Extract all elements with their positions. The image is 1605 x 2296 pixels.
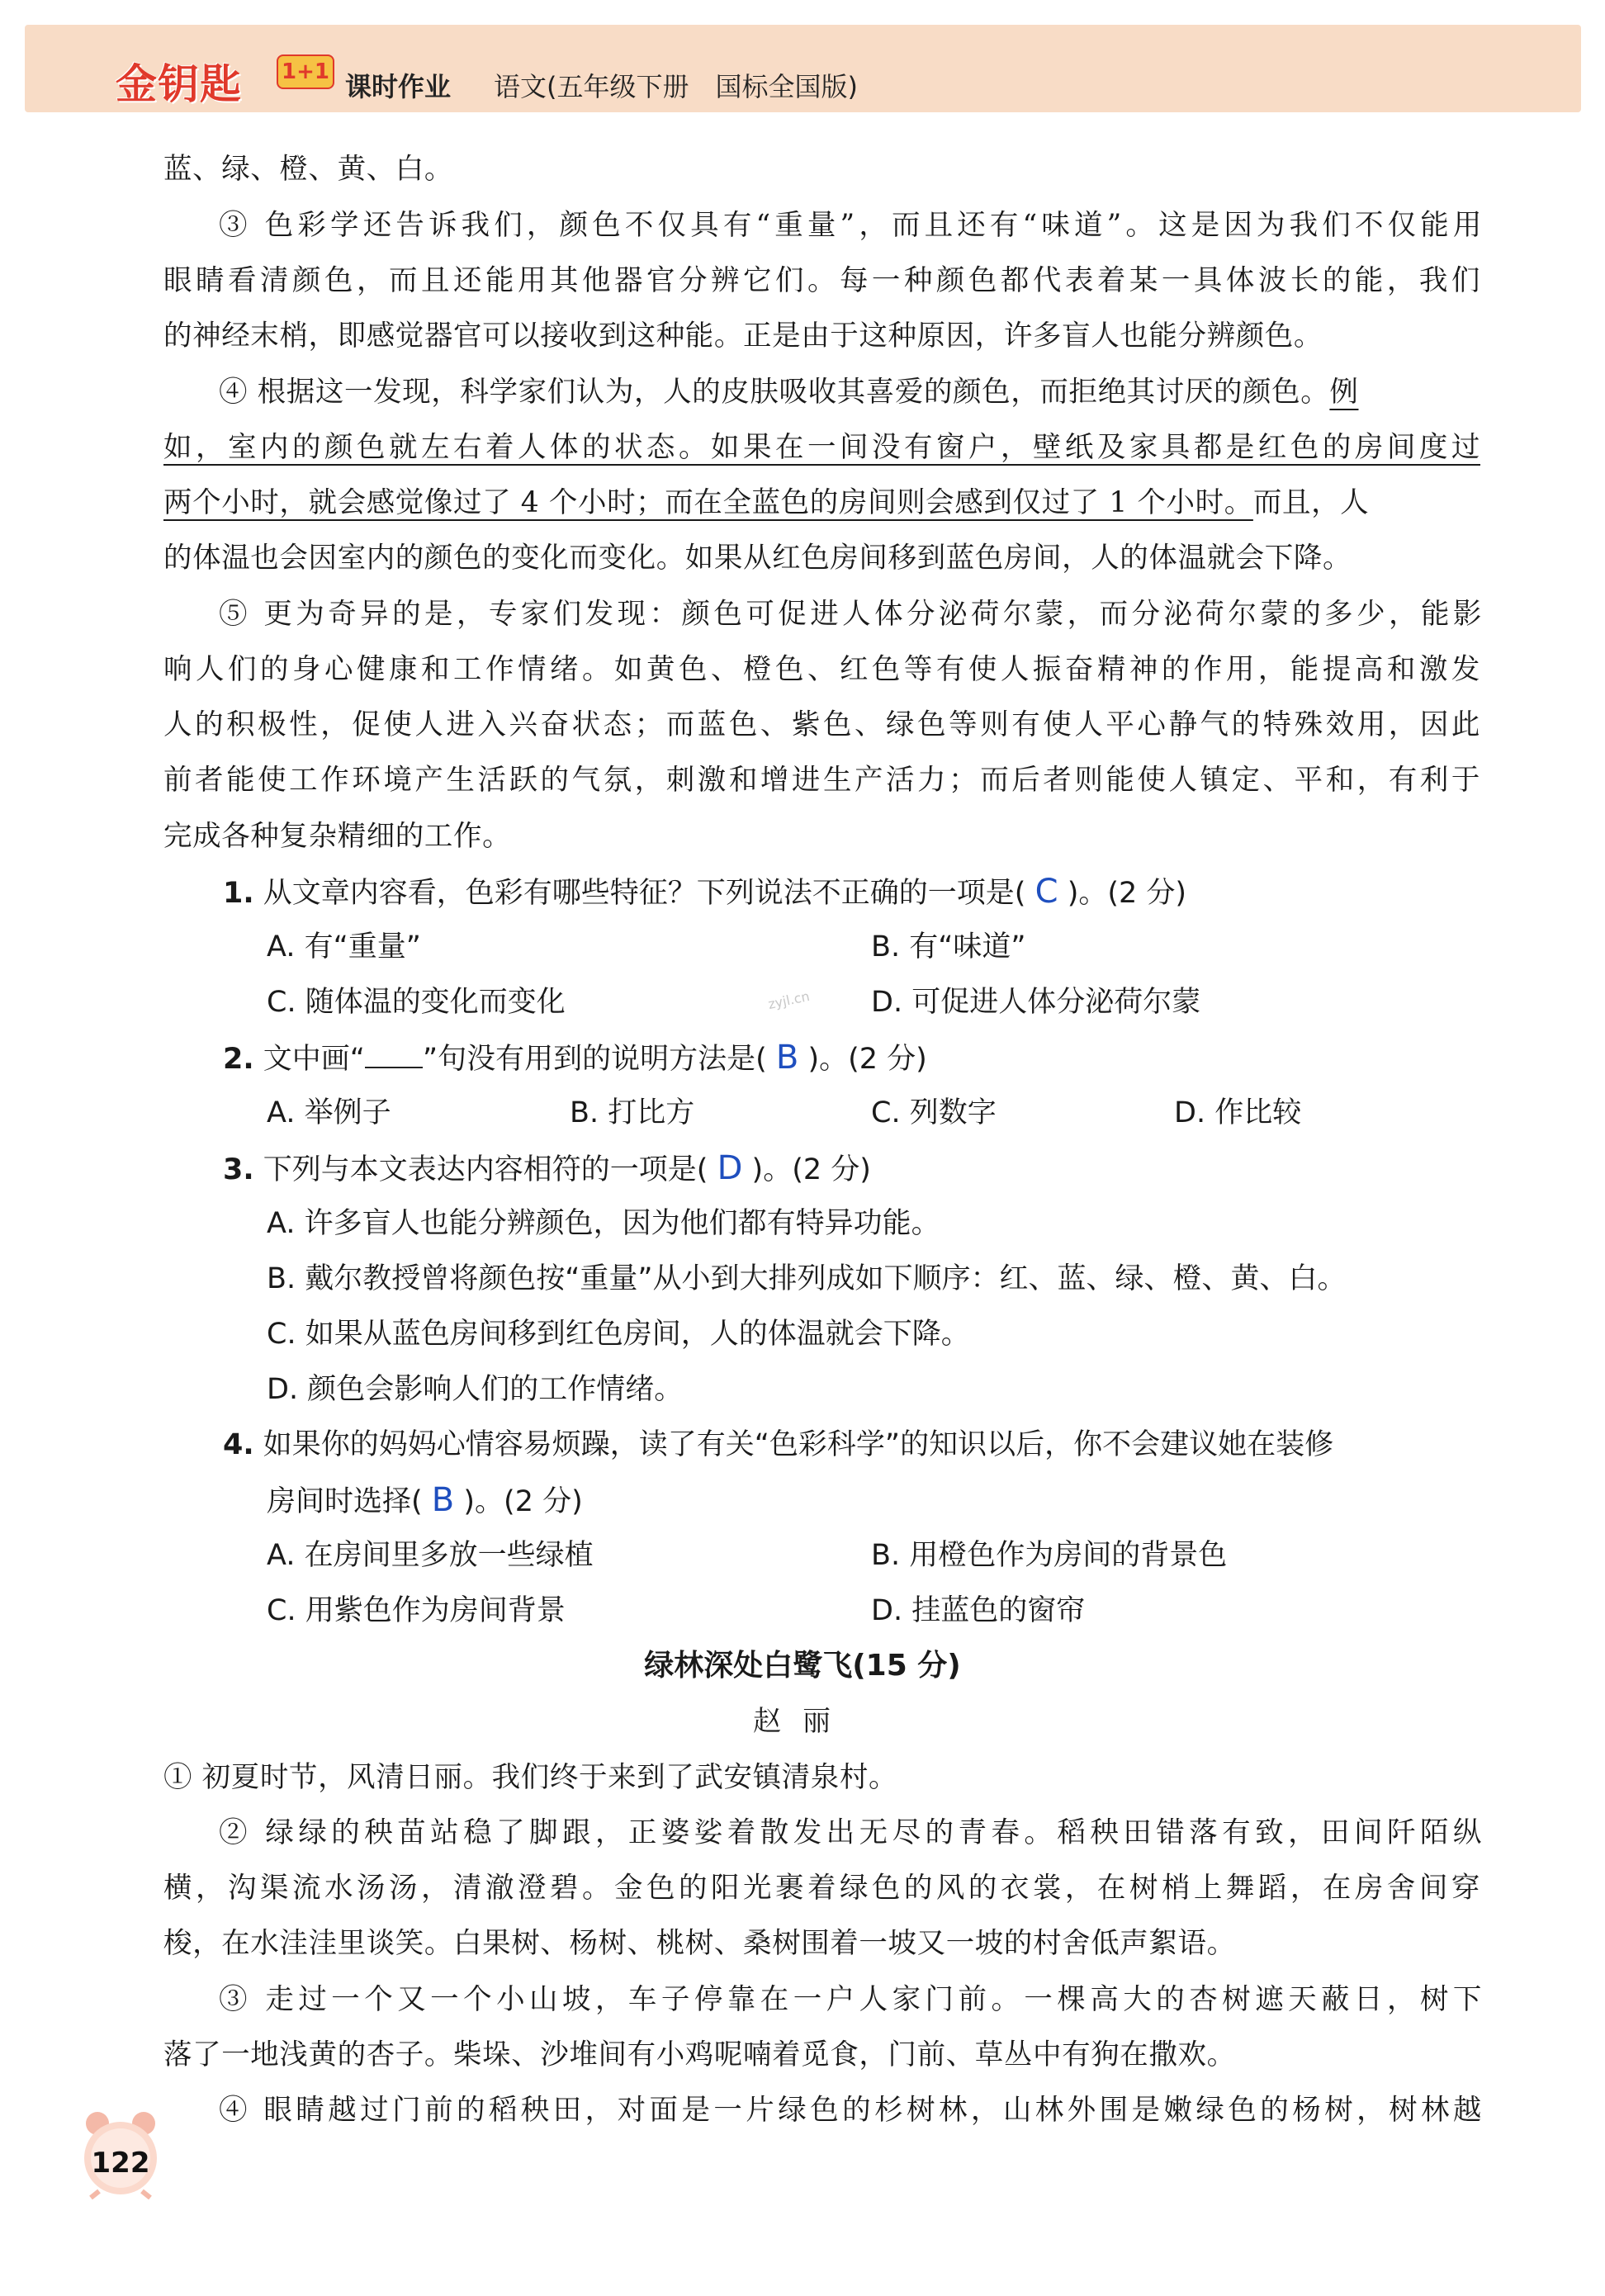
option-c: C. 随体温的变化而变化: [267, 986, 566, 1019]
paragraph-3: ③ 色彩学还告诉我们，颜色不仅具有“重量”，而且还有“味道”。这是因为我们不仅能用: [219, 209, 1482, 242]
passage-line: 前者能使工作环境产生活跃的气氛，刺激和增进生产活力；而后者则能使人镇定、平和，有利于: [163, 764, 1480, 797]
option-a: A. 许多盲人也能分辨颜色，因为他们都有特异功能。: [267, 1207, 940, 1240]
question-stem: 下列与本文表达内容相符的一项是(: [263, 1153, 708, 1186]
passage-line: 完成各种复杂精细的工作。: [163, 820, 512, 853]
question-2: [223, 1037, 927, 1080]
option-d: D. 作比较: [1174, 1096, 1302, 1129]
answer-mark: B: [431, 1481, 455, 1519]
option-d: D. 颜色会影响人们的工作情绪。: [267, 1373, 684, 1406]
paragraph-1: ① 初夏时节，风清日丽。我们终于来到了武安镇清泉村。: [163, 1761, 898, 1794]
question-1: [223, 871, 1186, 914]
underlined-sentence: 例: [1329, 376, 1359, 409]
subject-title: 语文(五年级下册 国标全国版): [494, 71, 858, 102]
brand-badge: 1+1: [277, 54, 334, 89]
option-d: D. 挂蓝色的窗帘: [871, 1594, 1086, 1627]
question-stem: 房间时选择(: [267, 1485, 423, 1518]
brand-logo: 金钥匙: [116, 60, 242, 108]
option-c: C. 如果从蓝色房间移到红色房间，人的体温就会下降。: [267, 1318, 970, 1351]
passage-line: [163, 482, 1369, 523]
option-a: A. 在房间里多放一些绿植: [267, 1539, 594, 1572]
page-number: 122: [91, 2147, 150, 2180]
passage-line: 人的积极性，促使人进入兴奋状态；而蓝色、紫色、绿色等则有使人平心静气的特殊效用，因此: [163, 708, 1480, 741]
passage-line: 的神经末梢，即感觉器官可以接收到这种能。正是由于这种原因，许多盲人也能分辨颜色。: [163, 320, 1323, 353]
option-b: B. 打比方: [570, 1096, 695, 1129]
question-stem: 如果你的妈妈心情容易烦躁，读了有关“色彩科学”的知识以后，你不会建议她在装修: [263, 1428, 1334, 1461]
question-stem: )。(2 分): [463, 1485, 583, 1518]
option-b: B. 有“味道”: [871, 930, 1026, 963]
answer-mark: D: [717, 1149, 743, 1187]
passage-line: 落了一地浅黄的杏子。柴垛、沙堆间有小鸡呢喃着觅食，门前、草丛中有狗在撒欢。: [163, 2038, 1236, 2071]
question-stem: )。(2 分): [807, 1043, 927, 1076]
series-title: 课时作业: [345, 71, 452, 102]
passage-line: 眼睛看清颜色，而且还能用其他器官分辨它们。每一种颜色都代表着某一具体波长的能，我们: [163, 264, 1480, 297]
article-author: 赵丽: [753, 1705, 852, 1738]
paragraph-3: ③ 走过一个又一个小山坡，车子停靠在一户人家门前。一棵高大的杏树遮天蔽日，树下: [219, 1983, 1482, 2016]
passage-line: 蓝、绿、橙、黄、白。: [163, 153, 453, 186]
answer-mark: C: [1034, 873, 1058, 911]
question-number: 1.: [223, 877, 254, 910]
question-4-line2: [267, 1479, 583, 1522]
option-b: B. 戴尔教授曾将颜色按“重量”从小到大排列成如下顺序：红、蓝、绿、橙、黄、白。: [267, 1262, 1347, 1295]
passage-text: 而且，人: [1252, 486, 1370, 519]
question-number: 4.: [223, 1428, 254, 1461]
option-c: C. 列数字: [871, 1096, 997, 1129]
option-a: A. 有“重量”: [267, 930, 421, 963]
question-stem: ”句没有用到的说明方法是(: [422, 1043, 767, 1076]
question-number: 3.: [223, 1153, 254, 1186]
underline-blank: [365, 1042, 423, 1068]
question-stem: 文中画“: [263, 1043, 365, 1076]
question-stem: )。(2 分): [751, 1153, 871, 1186]
watermark: zyjl.cn: [766, 987, 812, 1013]
underlined-sentence: 两个小时，就会感觉像过了 4 个小时；而在全蓝色的房间则会感到仅过了 1 个小时。: [163, 486, 1253, 519]
option-b: B. 用橙色作为房间的背景色: [871, 1539, 1228, 1572]
answer-mark: B: [775, 1039, 799, 1077]
passage-line: 梭，在水洼洼里谈笑。白果树、杨树、桃树、桑树围着一坡又一坡的村舍低声絮语。: [163, 1927, 1236, 1960]
paragraph-4: [219, 372, 1358, 413]
question-stem: 从文章内容看，色彩有哪些特征？下列说法不正确的一项是(: [263, 877, 1026, 910]
option-a: A. 举例子: [267, 1096, 391, 1129]
question-4: [223, 1424, 1333, 1465]
option-d: D. 可促进人体分泌荷尔蒙: [871, 986, 1201, 1019]
question-number: 2.: [223, 1043, 254, 1076]
option-c: C. 用紫色作为房间背景: [267, 1594, 566, 1627]
passage-text: ④ 根据这一发现，科学家们认为，人的皮肤吸收其喜爱的颜色，而拒绝其讨厌的颜色。: [219, 376, 1330, 409]
question-stem: )。(2 分): [1067, 877, 1187, 910]
passage-line: 响人们的身心健康和工作情绪。如黄色、橙色、红色等有使人振奋精神的作用，能提高和激发: [163, 653, 1480, 686]
paragraph-5: ⑤ 更为奇异的是，专家们发现：颜色可促进人体分泌荷尔蒙，而分泌荷尔蒙的多少，能影: [219, 598, 1482, 631]
passage-line: 横，沟渠流水汤汤，清澈澄碧。金色的阳光裹着绿色的风的衣裳，在树梢上舞蹈，在房舍间穿: [163, 1872, 1480, 1905]
question-3: [223, 1148, 871, 1191]
article-title: 绿林深处白鹭飞(15 分): [644, 1649, 961, 1683]
paragraph-4: ④ 眼睛越过门前的稻秧田，对面是一片绿色的杉树林，山林外围是嫩绿色的杨树，树林越: [219, 2094, 1482, 2127]
passage-line: 的体温也会因室内的颜色的变化而变化。如果从红色房间移到蓝色房间，人的体温就会下降。: [163, 542, 1352, 575]
paragraph-2: ② 绿绿的秧苗站稳了脚跟，正婆娑着散发出无尽的青春。稻秧田错落有致，田间阡陌纵: [219, 1816, 1482, 1849]
underlined-sentence: 如，室内的颜色就左右着人体的状态。如果在一间没有窗户，壁纸及家具都是红色的房间度过: [163, 431, 1480, 464]
